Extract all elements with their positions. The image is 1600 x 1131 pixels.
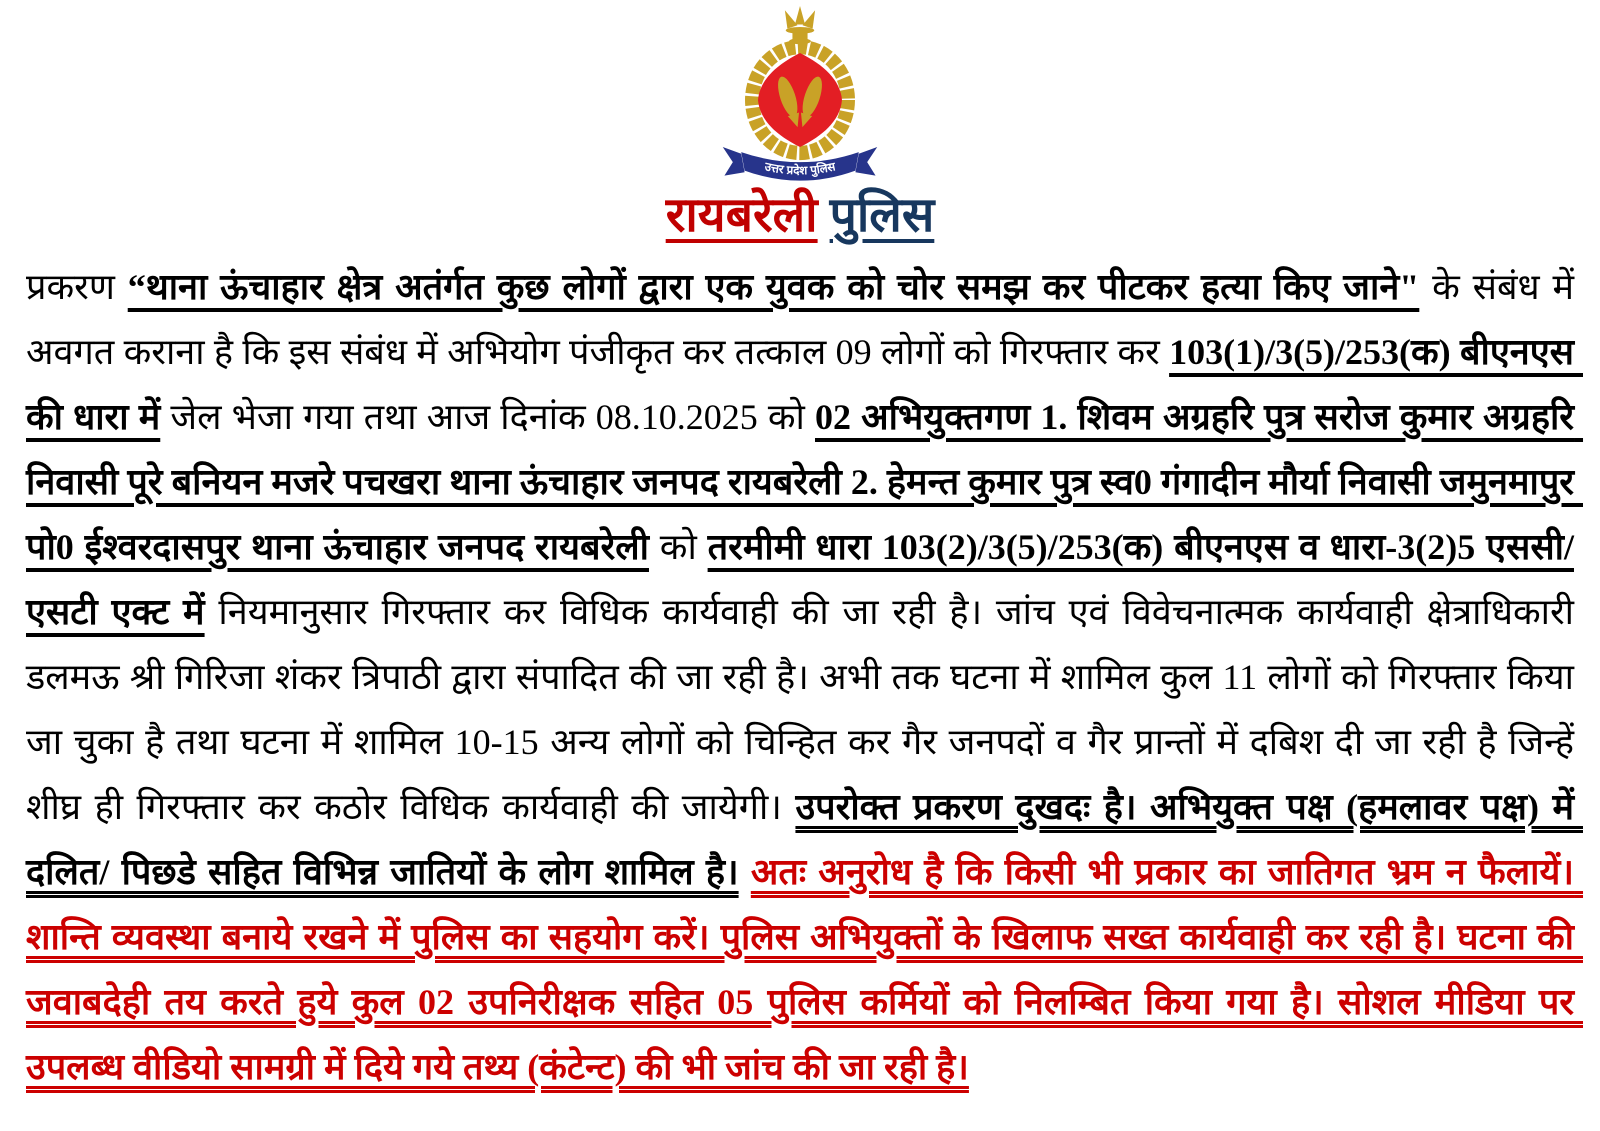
text-run: के संबंध में अवगत कराना है कि इस संबंध में अभियोग पंजीकृत कर तत्काल 09 लोगों को गिरफ्तार कर: [26, 267, 1583, 372]
text-run: उपरोक्त प्रकरण दुखदः है। अभियुक्त पक्ष (हमलावर पक्ष) में दलित/ पिछडे सहित विभिन्न जातियों के लोग शामिल है।: [26, 787, 1583, 892]
text-run: प्रकरण: [26, 267, 128, 307]
page-title: [26, 189, 1574, 243]
ribbon-text: उत्तर प्रदेश पुलिस: [763, 160, 837, 178]
ashoka-capital-icon: [785, 6, 815, 44]
logo-container: [26, 6, 1574, 189]
text-run: अतः अनुरोध है कि किसी भी प्रकार का जातिगत भ्रम न फैलायें। शान्ति व्यवस्था बनाये रखने में पुलिस का सहयोग करें। पुलिस अभियुक्तों के खिलाफ सख्त कार्यवाही कर रही है। घटना की जवाबदेही तय करते हुये कुल 02 उपनिरीक्षक सहित 05 पुलिस कर्मियों को निलम्बित किया गया है। सोशल मीडिया पर उपलब्ध वीडियो सामग्री में दिये गये तथ्य (कंटेन्ट) की भी जांच की जा रही है।: [26, 852, 1584, 1087]
document-body: [26, 255, 1584, 1100]
title-district: रायबरेली: [665, 189, 818, 242]
text-run: तरमीमी धारा 103(2)/3(5)/253(क) बीएनएस व धारा-3(2)5 एससी/एसटी एक्ट में: [26, 527, 1574, 632]
text-run: [739, 852, 751, 892]
title-force: पुलिस: [829, 189, 935, 242]
text-run: जेल भेजा गया तथा आज दिनांक 08.10.2025 को: [160, 397, 815, 437]
text-run: “थाना ऊंचाहार क्षेत्र अतंर्गत कुछ लोगों द्वारा एक युवक को चोर समझ कर पीटकर हत्या किए जाने": [127, 267, 1420, 307]
text-run: 103(1)/3(5)/253(क) बीएनएस की धारा में: [26, 332, 1583, 437]
text-run: नियमानुसार गिरफ्तार कर विधिक कार्यवाही की जा रही है। जांच एवं विवेचनात्मक कार्यवाही क्षेत्राधिकारी डलमऊ श्री गिरिजा शंकर त्रिपाठी द्वारा संपादित की जा रही है। अभी तक घटना में शामिल कुल 11 लोगों को गिरफ्तार किया जा चुका है तथा घटना में शामिल 10-15 अन्य लोगों को चिन्हित कर गैर जनपदों व गैर प्रान्तों में दबिश दी जा रही है जिन्हें शीघ्र ही गिरफ्तार कर कठोर विधिक कार्यवाही की जायेगी।: [26, 592, 1583, 827]
text-run: 02 अभियुक्तगण 1. शिवम अग्रहरि पुत्र सरोज कुमार अग्रहरि निवासी पूरे बनियन मजरे पचखरा थाना ऊंचाहार जनपद रायबरेली 2. हेमन्त कुमार पुत्र स्व0 गंगादीन मौर्या निवासी जमुनमापुर पो0 ईश्वरदासपुर थाना ऊंचाहार जनपद रायबरेली: [26, 397, 1584, 567]
up-police-emblem-icon: [716, 6, 884, 184]
text-run: को: [648, 527, 708, 567]
